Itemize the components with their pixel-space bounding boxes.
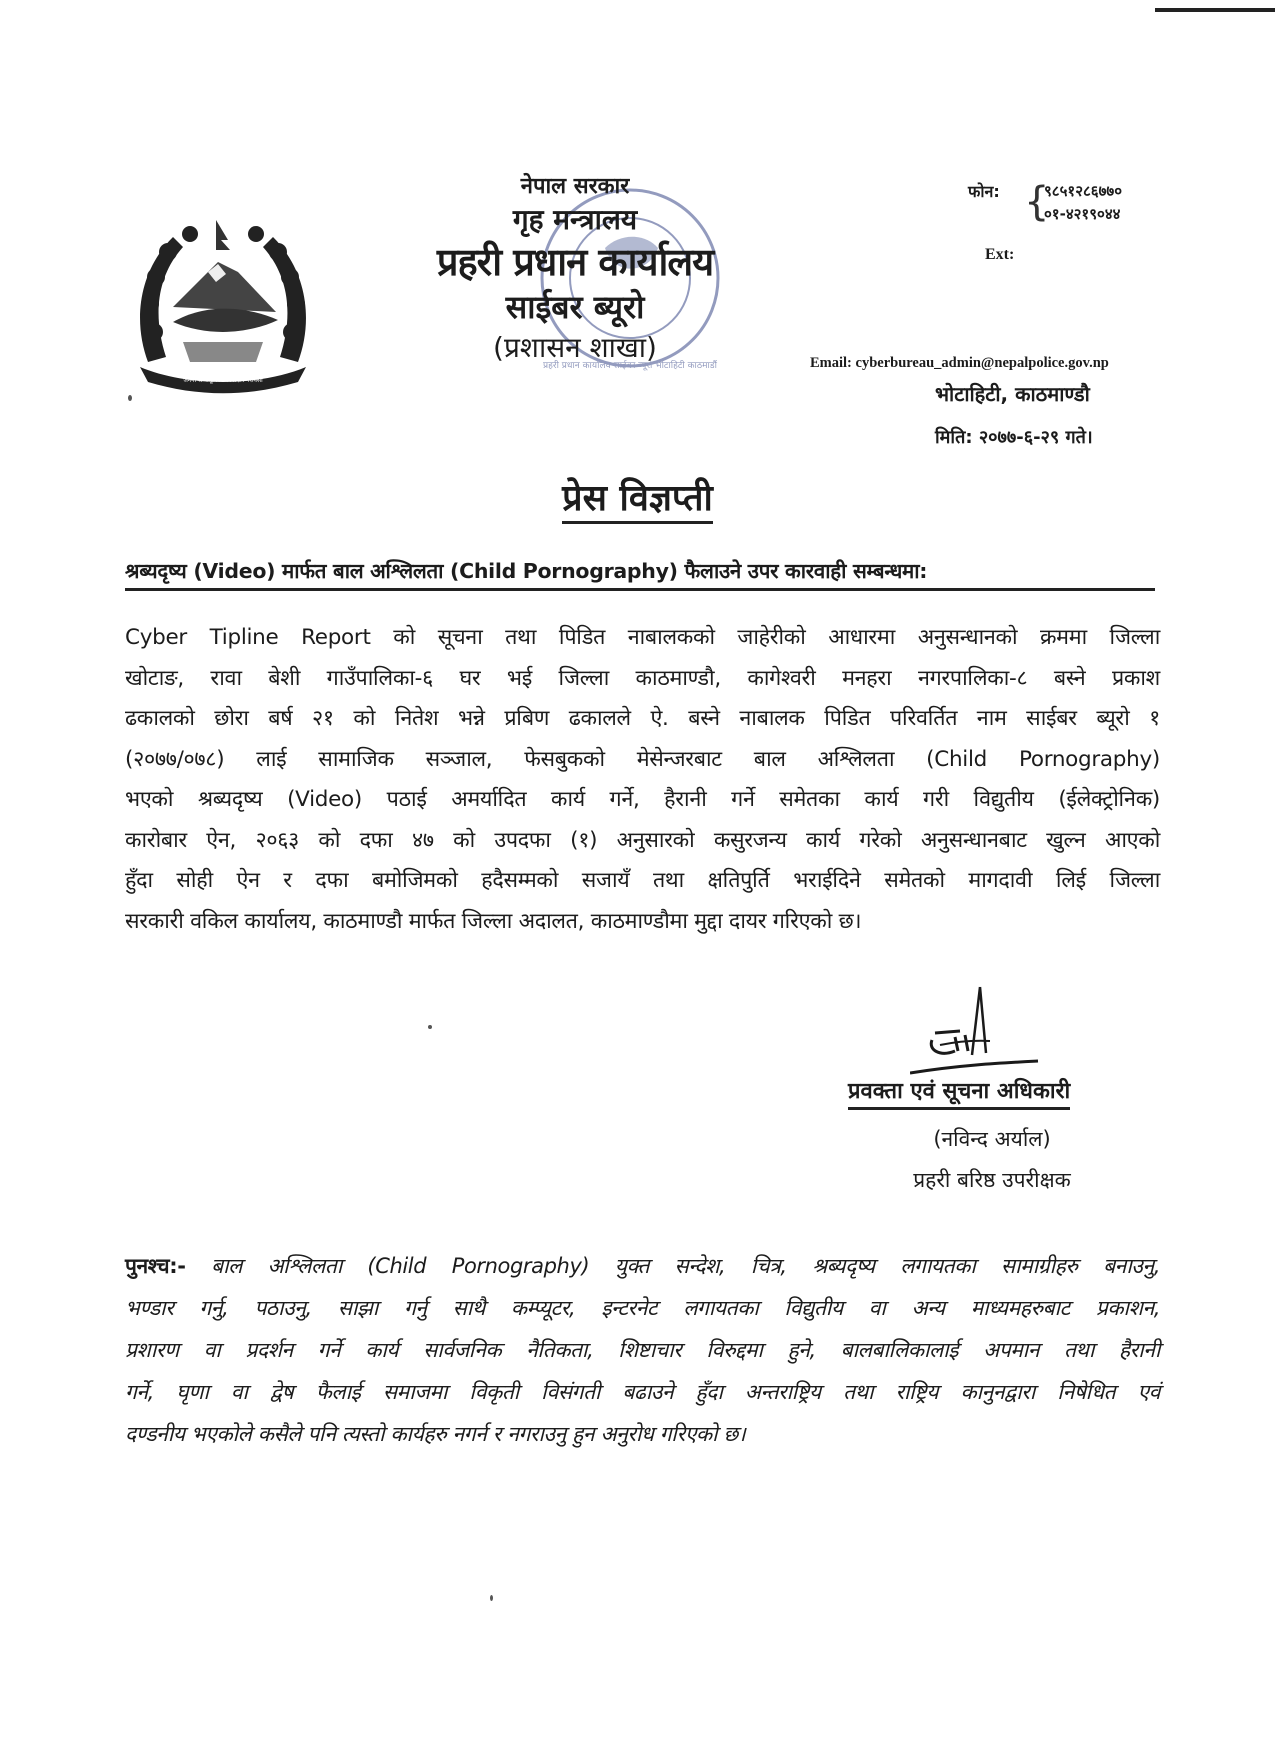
body-line: (२०७७/०७८) लाई सामाजिक सञ्जाल, फेसबुकको मेसेन्जरबाट बाल अश्लिलता (Child Pornography) <box>125 746 1160 772</box>
letterhead <box>360 172 790 368</box>
body-line: कारोबार ऐन, २०६३ को दफा ४७ को उपदफा (१) अनुसारको कसुरजन्य कार्य गरेको अनुसन्धानबाट खुल्न आएको <box>125 827 1160 853</box>
postscript-line <box>125 1245 1160 1287</box>
postscript-line-text: बाल अश्लिलता (Child Pornography) युक्त सन्देश, चित्र, श्रब्यदृष्य लगायतका सामाग्रीहरु बनाउनु, <box>185 1254 1160 1278</box>
body-line: सरकारी वकिल कार्यालय, काठमाण्डौ मार्फत जिल्ला अदालत, काठमाण्डौमा मुद्दा दायर गरिएको छ। <box>125 908 862 934</box>
phone-number-mobile: ९८५१२८६७७० <box>1044 182 1123 200</box>
body-line: ढकालको छोरा बर्ष २१ को नितेश भन्ने प्रबिण ढकालले ऐ. बस्ने नाबालक पिडित परिवर्तित नाम साईबर ब्यूरो १ <box>125 706 1160 731</box>
notice-subject: श्रब्यदृष्य (Video) मार्फत बाल अश्लिलता (Child Pornography) फैलाउने उपर कारवाही सम्बन्धमा: <box>125 557 1155 591</box>
postscript-label: पुनश्च:- <box>125 1254 186 1278</box>
notice-body <box>125 618 1160 942</box>
nepal-emblem-icon <box>128 212 318 397</box>
scan-speck <box>128 395 132 401</box>
ext-label: Ext: <box>985 246 1015 263</box>
scan-edge-mark <box>1155 8 1275 12</box>
ministry-name: गृह मन्त्रालय <box>512 203 638 236</box>
scan-speck <box>490 1595 493 1601</box>
postscript-line: भण्डार गर्नु, पठाउनु, साझा गर्नु साथै कम्प्यूटर, इन्टरनेट लगायतका विद्युतीय वा अन्य माध्यमहरुबाट प्रकाशन, <box>125 1296 1160 1320</box>
emblem-motto: जननी जन्मभूमिश्च स्वर्गादपि गरीयसी <box>183 377 263 384</box>
seal-text: प्रहरी प्रधान कार्यालय साईबर ब्यूरो भोटाहिटी काठमाडौं <box>543 361 717 371</box>
body-line: भएको श्रब्यदृष्य (Video) पठाई अमर्यादित कार्य गर्ने, हैरानी गर्ने समेतका कार्य गरी विद्युतीय (ईलेक्ट्रोनिक) <box>125 787 1160 812</box>
phone-label: फोन: <box>968 182 1000 201</box>
office-name: प्रहरी प्रधान कार्यालय <box>436 240 714 284</box>
postscript-line: गर्ने, घृणा वा द्वेष फैलाई समाजमा विकृती विसंगती बढाउने हुँदा अन्तराष्ट्रिय तथा राष्ट्रिय कानुनद्वारा निषेधित एवं <box>125 1380 1160 1404</box>
postscript-line: प्रशारण वा प्रदर्शन गर्ने कार्य सार्वजनिक नैतिकता, शिष्टाचार विरुद्दमा हुने, बालबालिकालाई अपमान तथा हैरानी <box>125 1338 1160 1362</box>
bureau-name: साईबर ब्यूरो <box>505 288 645 326</box>
branch-name: (प्रशासन शाखा) <box>493 331 657 364</box>
signatory-rank: प्रहरी बरिष्ठ उपरीक्षक <box>913 1168 1071 1192</box>
signatory-name: (नविन्द अर्याल) <box>933 1127 1051 1151</box>
body-line: खोटाङ, रावा बेशी गाउँपालिका-६ घर भई जिल्ला काठमाण्डौ, कागेश्वरी मनहरा नगरपालिका-८ बस्ने प्रकाश <box>125 665 1160 691</box>
press-release-title: प्रेस विज्ञप्ती <box>562 478 713 524</box>
government-name: नेपाल सरकार <box>520 174 630 199</box>
signatory-title: प्रवक्ता एवं सूचना अधिकारी <box>848 1075 1070 1110</box>
notice-date: मिति: २०७७-६-२९ गते। <box>935 427 1093 448</box>
brace-icon: { <box>1024 179 1050 225</box>
body-line: हुँदा सोही ऐन र दफा बमोजिमको हदैसम्मको सजायँ तथा क्षतिपुर्ति भराईदिने समेतको मागदावी लिई जिल्ला <box>125 868 1160 893</box>
scan-speck <box>428 1025 432 1029</box>
phone-block <box>968 179 1123 225</box>
email-address: Email: cyberbureau_admin@nepalpolice.gov.np <box>810 355 1109 371</box>
press-release-title-wrap <box>0 472 1275 521</box>
postscript <box>125 1245 1160 1455</box>
phone-number-landline: ०१-४२१९०४४ <box>1044 205 1121 223</box>
postscript-line: दण्डनीय भएकोले कसैले पनि त्यस्तो कार्यहरु नगर्न र नगराउनु हुन अनुरोध गरिएको छ। <box>125 1422 746 1446</box>
body-line: Cyber Tipline Report को सूचना तथा पिडित नाबालकको जाहेरीको आधारमा अनुसन्धानको क्रममा जिल्ला <box>125 625 1160 650</box>
office-address: भोटाहिटी, काठमाण्डौ <box>935 382 1090 406</box>
